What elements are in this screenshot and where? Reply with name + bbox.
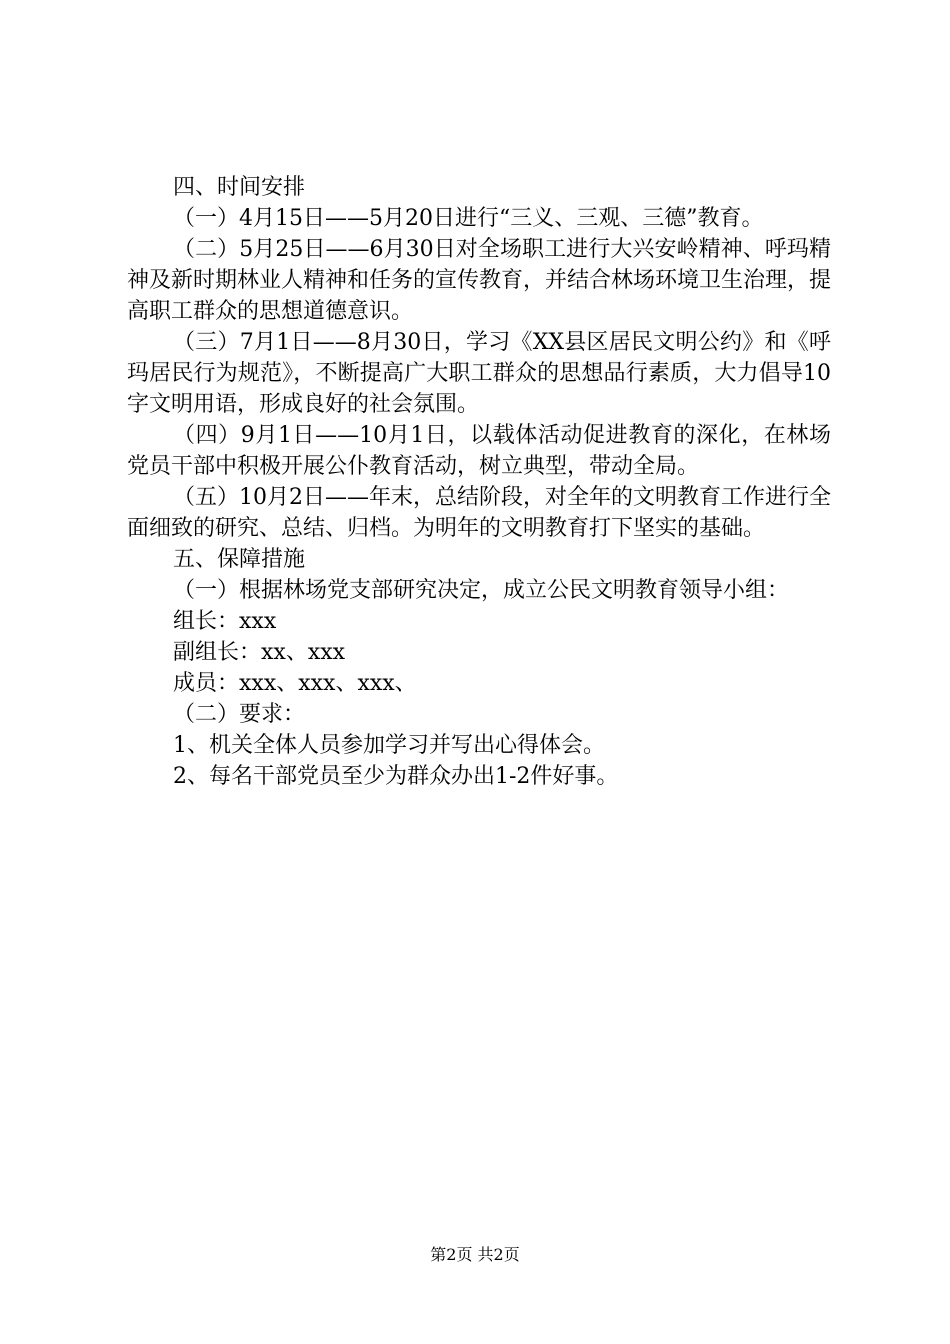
- schedule-item-3: （三）7月1日——8月30日，学习《XX县区居民文明公约》和《呼玛居民行为规范》，不断提高广大职工群众的思想品行素质，大力倡导10字文明用语，形成良好的社会氛围。: [127, 330, 831, 417]
- group-leader-line: 组长：xxx: [173, 609, 277, 634]
- schedule-item-4: （四）9月1日——10月1日，以载体活动促进教育的深化，在林场党员干部中积极开展公仆教育活动，树立典型，带动全局。: [127, 423, 831, 479]
- measures-item-1: （一）根据林场党支部研究决定，成立公民文明教育领导小组：: [173, 578, 790, 603]
- page-footer: [0, 1245, 950, 1265]
- requirement-1: 1、机关全体人员参加学习并写出心得体会。: [173, 733, 605, 758]
- members-line: 成员：xxx、xxx、xxx、: [173, 671, 417, 696]
- document-body: [127, 172, 831, 792]
- schedule-item-5: （五）10月2日——年末，总结阶段，对全年的文明教育工作进行全面细致的研究、总结、归档。为明年的文明教育打下坚实的基础。: [127, 485, 831, 541]
- schedule-item-2: （二）5月25日——6月30日对全场职工进行大兴安岭精神、呼玛精神及新时期林业人精神和任务的宣传教育，并结合林场环境卫生治理，提高职工群众的思想道德意识。: [127, 237, 832, 324]
- deputy-leader-line: 副组长：xx、xxx: [173, 640, 346, 665]
- section-heading-measures: 五、保障措施: [173, 547, 306, 572]
- measures-item-2: （二）要求：: [173, 702, 306, 727]
- schedule-item-1: （一）4月15日——5月20日进行“三义、三观、三德”教育。: [173, 206, 764, 231]
- page-number-label: 第2页 共2页: [430, 1245, 520, 1264]
- section-heading-schedule: 四、时间安排: [173, 175, 306, 200]
- requirement-2: 2、每名干部党员至少为群众办出1-2件好事。: [173, 764, 619, 789]
